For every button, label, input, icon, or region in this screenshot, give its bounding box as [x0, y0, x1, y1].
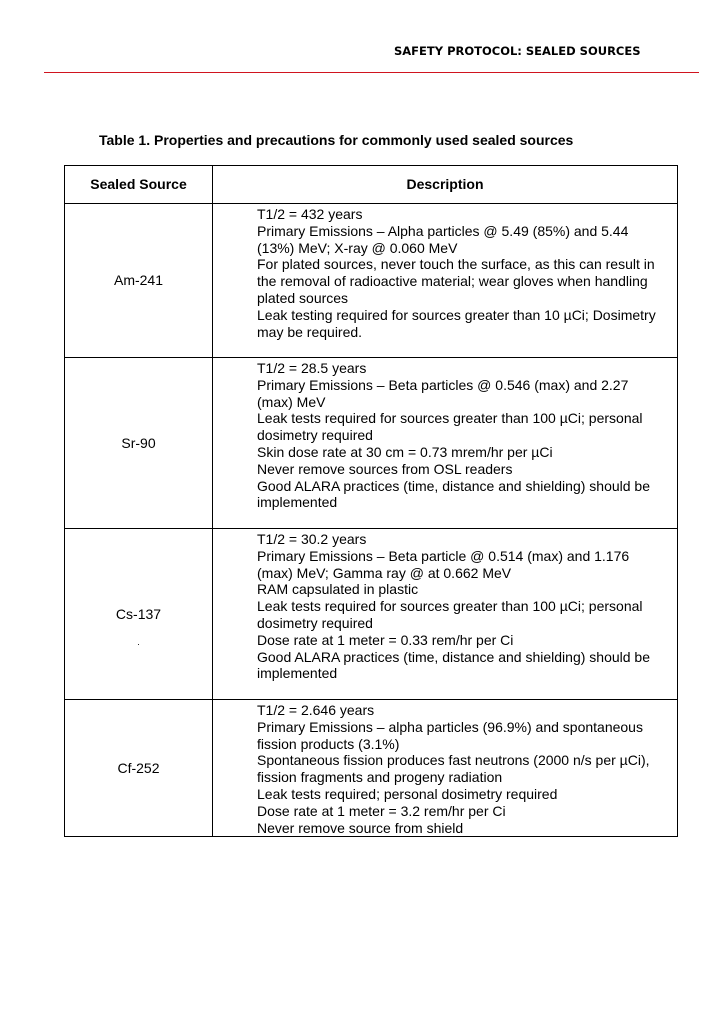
source-name-cell [65, 529, 213, 700]
description-line: RAM capsulated in plastic [257, 581, 419, 598]
description-line: Dose rate at 1 meter = 3.2 rem/hr per Ci [257, 802, 506, 819]
description-line: Good ALARA practices (time, distance and shielding) should be implemented [257, 477, 651, 511]
column-header-sealed-source: Sealed Source [65, 166, 213, 204]
table-row [65, 358, 678, 529]
source-name-cell [65, 700, 213, 837]
description-line: Leak tests required for sources greater than 100 µCi; personal dosimetry required [257, 598, 643, 631]
source-name-cell [65, 204, 213, 358]
source-name: Sr-90 [121, 434, 156, 451]
description-line: Leak tests required; personal dosimetry required [257, 785, 558, 802]
description-line: Good ALARA practices (time, distance and shielding) should be implemented [257, 648, 651, 682]
table-header-row [65, 166, 678, 204]
description-line: Never remove source from shield [257, 819, 464, 836]
table-row [65, 700, 678, 837]
description-line: Primary Emissions – Alpha particles @ 5.49 (85%) and 5.44 (13%) MeV; X-ray @ 0.060 MeV [257, 222, 629, 256]
sealed-sources-table [64, 165, 678, 837]
description-cell [213, 700, 678, 837]
table-row [65, 204, 678, 358]
description-line: T1/2 = 432 years [257, 206, 363, 222]
description-line: Leak testing required for sources greater than 10 µCi; Dosimetry may be required. [257, 306, 656, 340]
page-header-title: SAFETY PROTOCOL: SEALED SOURCES [394, 44, 641, 58]
description-line: Primary Emissions – Beta particle @ 0.514 (max) and 1.176 (max) MeV; Gamma ray @ at 0.662 MeV [257, 547, 630, 581]
description-cell [213, 529, 678, 700]
description-line: Primary Emissions – Beta particles @ 0.546 (max) and 2.27 (max) MeV [257, 376, 629, 410]
description-line: Spontaneous fission produces fast neutrons (2000 n/s per µCi), fission fragments and progeny radiation [257, 752, 650, 786]
description-line: Never remove sources from OSL readers [257, 460, 513, 477]
source-name: Cs-137 [115, 605, 162, 622]
description-line: For plated sources, never touch the surface, as this can result in the removal of radioactive material; wear gloves when handling plated sources [257, 256, 655, 306]
table-caption: Table 1. Properties and precautions for commonly used sealed sources [99, 132, 574, 148]
description-line: T1/2 = 28.5 years [257, 360, 367, 376]
description-cell [213, 358, 678, 529]
source-name: Am-241 [113, 272, 164, 289]
description-line: Primary Emissions – alpha particles (96.9%) and spontaneous fission products (3.1%) [257, 718, 643, 752]
stray-mark: . [137, 637, 140, 647]
description-line: Dose rate at 1 meter = 0.33 rem/hr per Ci [257, 631, 514, 648]
table-row [65, 529, 678, 700]
source-name: Cf-252 [117, 759, 160, 776]
description-line: Leak tests required for sources greater than 100 µCi; personal dosimetry required [257, 410, 643, 444]
source-name-cell [65, 358, 213, 529]
column-header-description: Description [213, 166, 678, 204]
header-divider [44, 72, 699, 73]
description-line: Skin dose rate at 30 cm = 0.73 mrem/hr per µCi [257, 443, 553, 460]
description-line: T1/2 = 30.2 years [257, 531, 367, 547]
description-line: T1/2 = 2.646 years [257, 702, 375, 718]
description-cell [213, 204, 678, 358]
